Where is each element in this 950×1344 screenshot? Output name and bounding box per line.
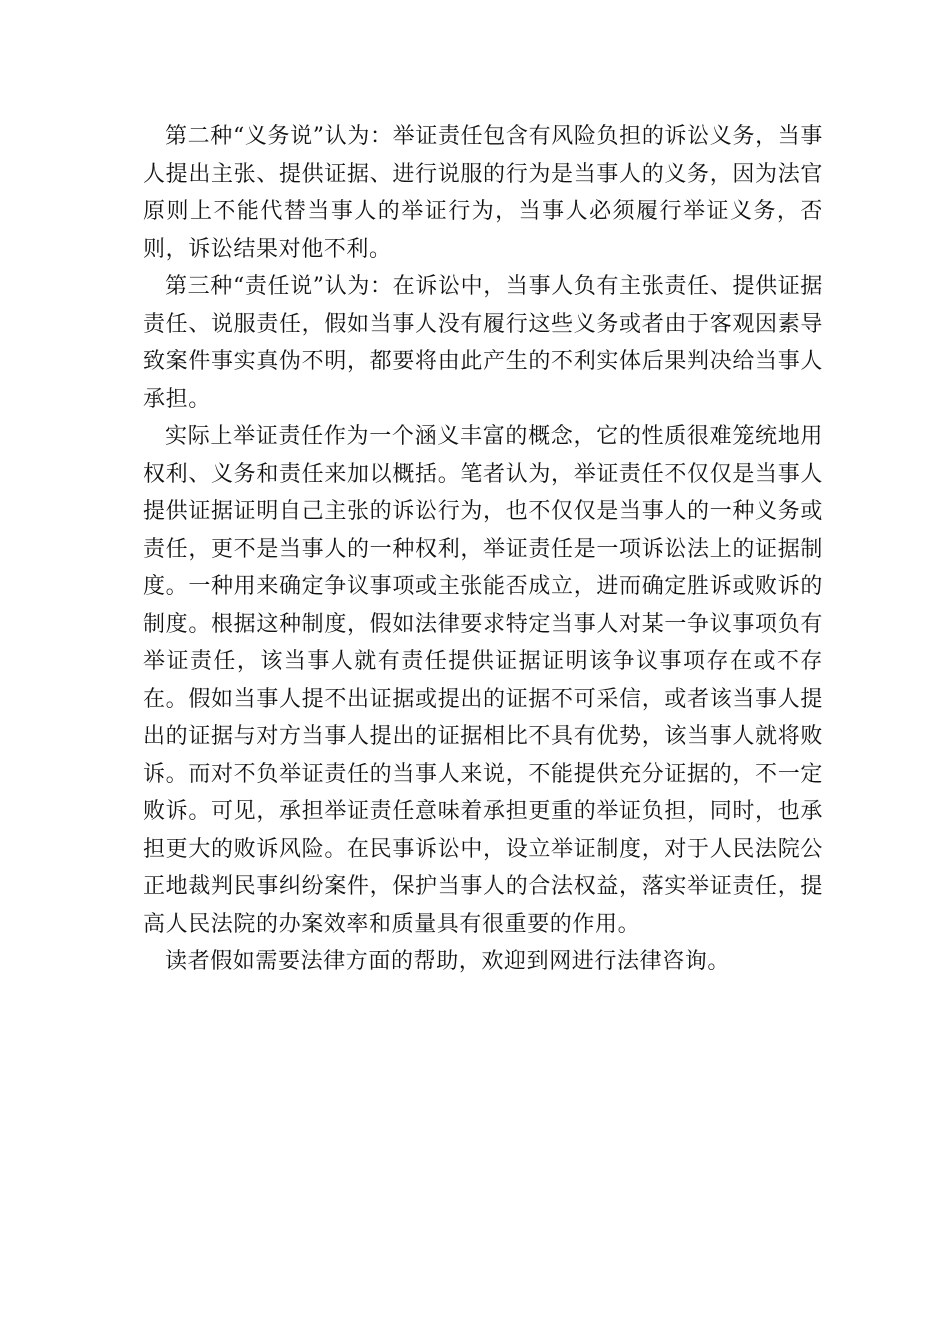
paragraph-author-view: 实际上举证责任作为一个涵义丰富的概念，它的性质很难笼统地用权利、义务和责任来加以概括。笔者认为，举证责任不仅仅是当事人提供证据证明自己主张的诉讼行为，也不仅仅是当事人的一种义务或责任，更不是当事人的一种权利，举证责任是一项诉讼法上的证据制度。一种用来确定争议事项或主张能否成立，进而确定胜诉或败诉的制度。根据这种制度，假如法律要求特定当事人对某一争议事项负有举证责任，该当事人就有责任提供证据证明该争议事项存在或不存在。假如当事人提不出证据或提出的证据不可采信，或者该当事人提出的证据与对方当事人提出的证据相比不具有优势，该当事人就将败诉。而对不负举证责任的当事人来说，不能提供充分证据的，不一定败诉。可见，承担举证责任意味着承担更重的举证负担，同时，也承担更大的败诉风险。在民事诉讼中，设立举证制度，对于人民法院公正地裁判民事纠纷案件，保护当事人的合法权益，落实举证责任，提高人民法院的办案效率和质量具有很重要的作用。: [143, 424, 823, 937]
paragraph-responsibility-theory: 第三种“责任说”认为：在诉讼中，当事人负有主张责任、提供证据责任、说服责任，假如当事人没有履行这些义务或者由于客观因素导致案件事实真伪不明，都要将由此产生的不利实体后果判决给当事人承担。: [143, 274, 823, 412]
paragraph-closing-note: 读者假如需要法律方面的帮助，欢迎到网进行法律咨询。: [165, 949, 731, 974]
paragraph-obligation-theory: 第二种“义务说”认为：举证责任包含有风险负担的诉讼义务，当事人提出主张、提供证据、进行说服的行为是当事人的义务，因为法官原则上不能代替当事人的举证行为，当事人必须履行举证义务，否则，诉讼结果对他不利。: [143, 124, 823, 262]
document-body: [143, 118, 823, 981]
